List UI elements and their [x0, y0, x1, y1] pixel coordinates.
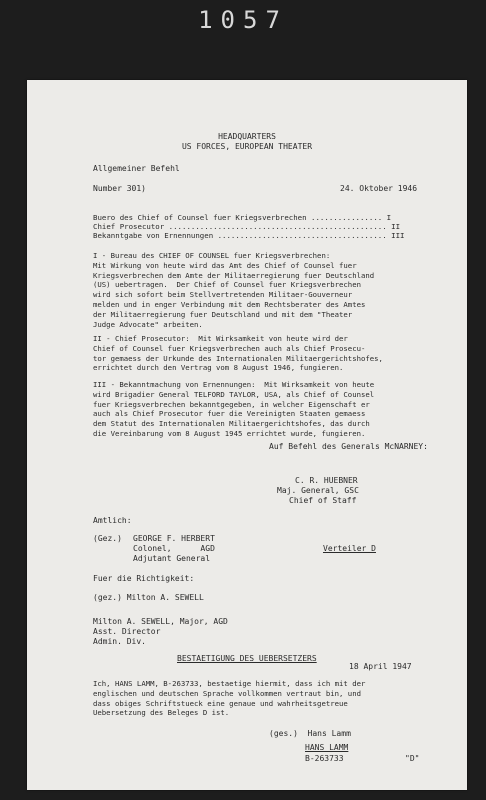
- document-page: [27, 80, 467, 790]
- toc-line-1: Buero des Chief of Counsel fuer Kriegsverbrechen ................ I: [93, 213, 392, 222]
- toc-line-3: Bekanntgabe von Ernennungen ...................................... III: [93, 231, 405, 240]
- translator-signature: (ges.) Hans Lamm: [269, 729, 351, 738]
- sewell-name: Milton A. SEWELL, Major, AGD: [93, 617, 228, 626]
- translator-statement: Ich, HANS LAMM, B-263733, bestaetige hiermit, dass ich mit der englischen und deutschen Sprache vollkommen vertraut bin, und dass obiges Schriftstueck eine genaue und wahrheitsgetreue Uebersetzung des Beleges D ist.: [93, 679, 366, 718]
- sewell-signature: (gez.) Milton A. SEWELL: [93, 593, 204, 602]
- adjutant-name: GEORGE F. HERBERT: [133, 534, 215, 543]
- section-2: II - Chief Prosecutor: Mit Wirksamkeit von heute wird der Chief of Counsel fuer Kriegsverbrechen auch als Chief Prosecu- tor gemaess der Urkunde des Internationalen Militaergerichtshofes, errichtet durch den Vertrag vom 8 August 1946, fungieren.: [93, 334, 383, 373]
- amtlich-label: Amtlich:: [93, 516, 132, 525]
- translator-date: 18 April 1947: [349, 662, 412, 671]
- translator-name: HANS LAMM: [305, 743, 349, 752]
- translator-id: B-263733: [305, 754, 344, 763]
- section-1: I - Bureau des CHIEF OF COUNSEL fuer Kriegsverbrechen: Mit Wirkung von heute wird das Amt des Chief of Counsel fuer Kriegsverbrechen dem Amte der Militaerregierung fuer Deutschland (US) uebertragen. Der Chief of Counsel fuer Kriegsverbrechen wird sich sofort beim Stellvertretenden Militaer-Gouverneur melden und in enger Verbindung mit dem Rechtsberater des Amtes der Militaerregierung fuer Deutschland und mit dem "Theater Judge Advocate" arbeiten.: [93, 251, 375, 329]
- adjutant-title: Adjutant General: [133, 554, 211, 563]
- distribution-label: Verteiler D: [323, 544, 376, 553]
- archive-stamp-number: 1057: [198, 6, 288, 34]
- order-number: Number 301): [93, 184, 146, 193]
- adjutant-rank: Colonel, AGD: [133, 544, 215, 553]
- exhibit-mark: "D": [405, 754, 420, 763]
- order-date: 24. Oktober 1946: [340, 184, 418, 193]
- header-line-2: US FORCES, EUROPEAN THEATER: [181, 142, 313, 151]
- sewell-position: Asst. Director: [93, 627, 161, 636]
- header-line-1: HEADQUARTERS: [218, 132, 276, 141]
- order-type: Allgemeiner Befehl: [93, 164, 180, 173]
- signer-name: C. R. HUEBNER: [295, 476, 358, 485]
- sewell-division: Admin. Div.: [93, 637, 146, 646]
- section-3: III - Bekanntmachung von Ernennungen: Mit Wirksamkeit von heute wird Brigadier General TELFORD TAYLOR, USA, als Chief of Counsel fuer Kriegsverbrechen bekanntgegeben, in welcher Eigenschaft er auch als Chief Prosecutor fuer die Vereinigten Staaten gemaess dem Statut des Internationalen Militaergerichtshofes, das durch die Vereinbarung vom 8 August 1945 errichtet wurde, fungieren.: [93, 380, 375, 438]
- signer-title: Chief of Staff: [289, 496, 357, 505]
- order-by-line: Auf Befehl des Generals McNARNEY:: [269, 442, 428, 451]
- toc-line-2: Chief Prosecutor ................................................. II: [93, 222, 401, 231]
- adjutant-gez: (Gez.): [93, 534, 122, 543]
- certified-label: Fuer die Richtigkeit:: [93, 574, 195, 583]
- translator-heading: BESTAETIGUNG DES UEBERSETZERS: [177, 654, 317, 663]
- signer-rank: Maj. General, GSC: [277, 486, 359, 495]
